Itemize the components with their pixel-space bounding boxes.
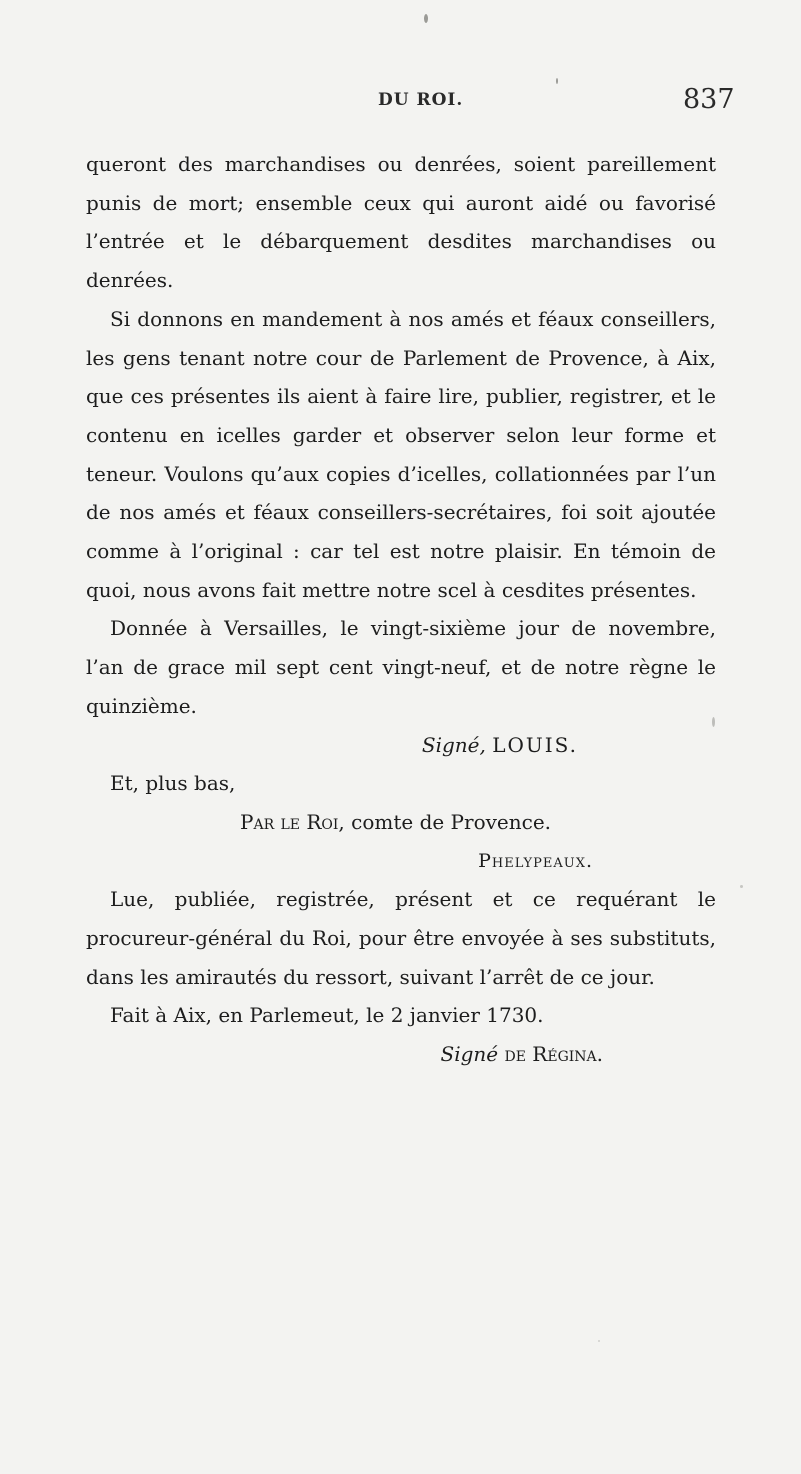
signature-2-label: Signé (440, 1042, 499, 1067)
paper-speck (712, 717, 715, 727)
running-title: DU ROI. (378, 90, 464, 110)
parlement-signature (86, 1035, 716, 1074)
countersignature: Phelypeaux. (478, 849, 593, 872)
par-le-roi-line (86, 803, 716, 842)
et-plus-bas: Et, plus bas, (110, 771, 236, 796)
paper-speck (740, 885, 743, 888)
paper-speck (556, 78, 558, 84)
paper-speck (598, 1340, 600, 1342)
paper-speck (424, 14, 428, 23)
page-number: 837 (683, 84, 735, 115)
paragraph-registration: Lue, publiée, registrée, présent et ce requérant le procureur-général du Roi, pour être envoyée à ses substituts, dans les amirautés du ressort, suivant l’arrêt de ce jour. (86, 887, 716, 989)
signature-name: LOUIS. (492, 732, 578, 757)
paragraph-date: Donnée à Versailles, le vingt-sixième jour de novembre, l’an de grace mil sept cent vingt-neuf, et de notre règne le quinzième. (86, 616, 716, 718)
body-text (86, 145, 716, 1074)
royal-signature (86, 726, 716, 765)
signature-label: Signé, (421, 732, 486, 757)
signature-2-name: de Régina. (504, 1042, 603, 1067)
par-le-roi-prefix: Par le Roi, (240, 809, 345, 834)
paragraph-fait-a-aix: Fait à Aix, en Parlemeut, le 2 janvier 1730. (110, 1003, 544, 1028)
paragraph-mandement: Si donnons en mandement à nos amés et féaux conseillers, les gens tenant notre cour de Parlement de Provence, à Aix, que ces présentes ils aient à faire lire, publier, registrer, et le contenu en icelles garder et observer selon leur forme et teneur. Voulons qu’aux copies d’icelles, collationnées par l’un de nos amés et féaux conseillers-secrétaires, foi soit ajoutée comme à l’original : car tel est notre plaisir. En témoin de quoi, nous avons fait mettre notre scel à cesdites présentes. (86, 306, 716, 602)
par-le-roi-title: comte de Provence. (351, 809, 552, 834)
running-head (0, 84, 801, 115)
paragraph-continuation: queront des marchandises ou denrées, soient pareillement punis de mort; ensemble ceux qui auront aidé ou favorisé l’entrée et le débarquement desdites marchandises ou denrées. (86, 152, 716, 293)
